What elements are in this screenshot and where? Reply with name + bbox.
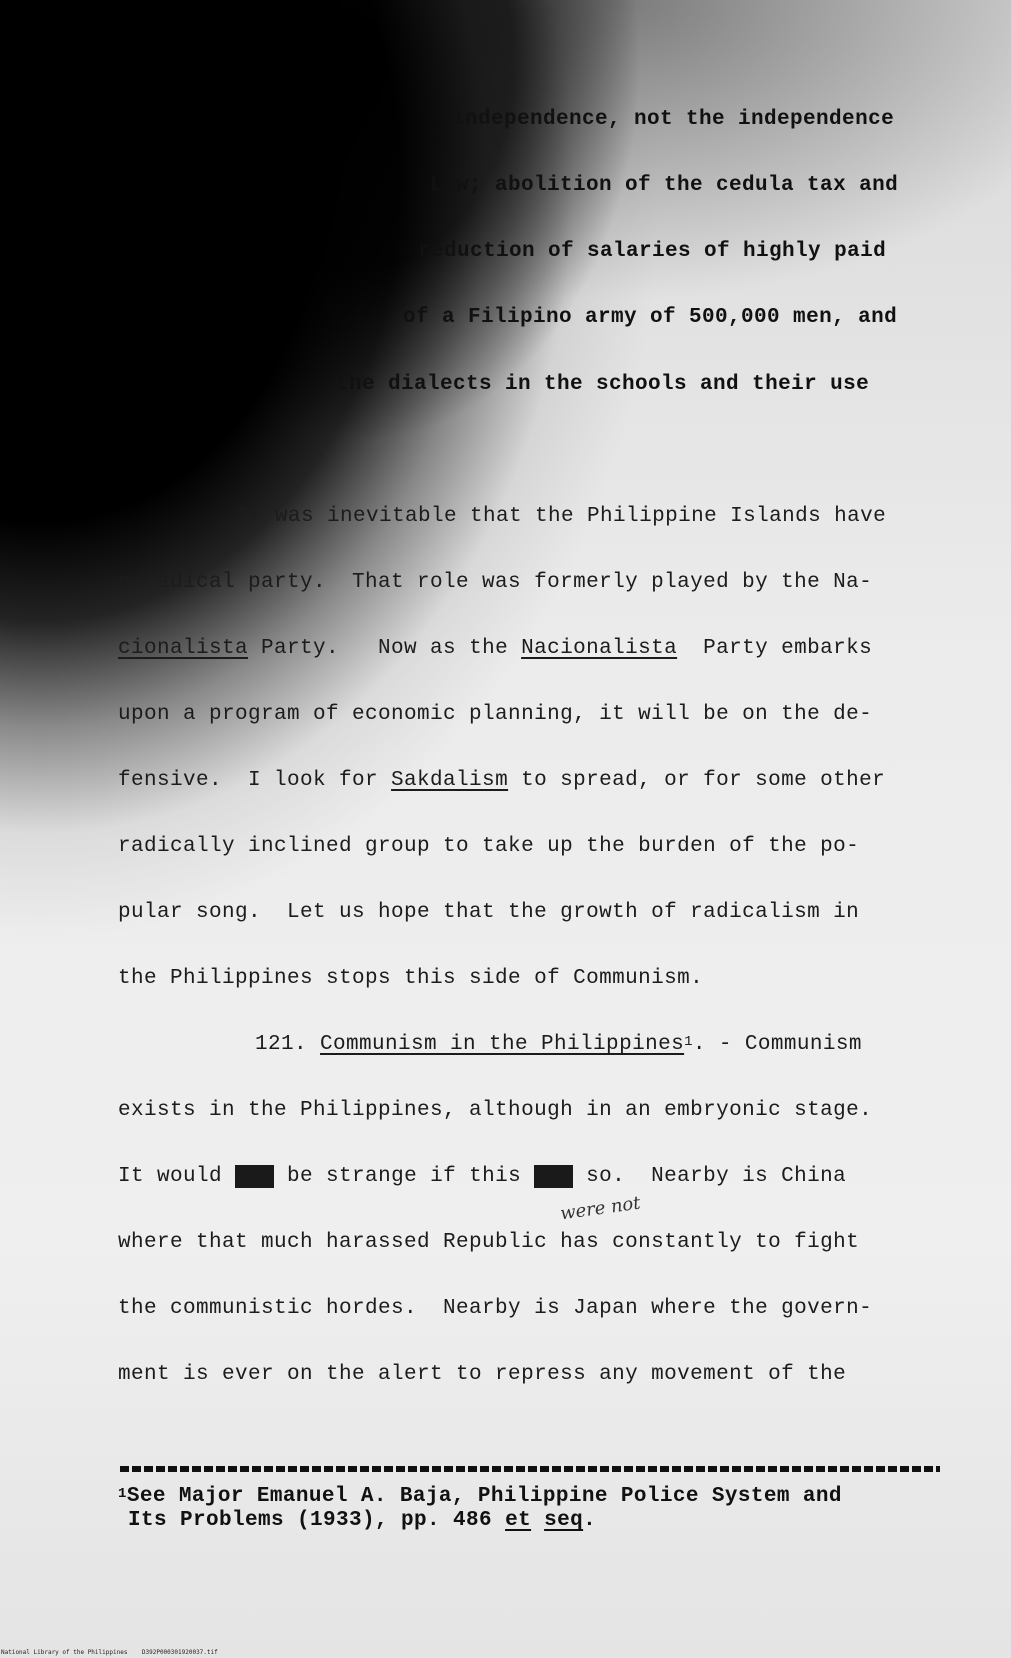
- underlined-term: Sakdalism: [391, 769, 509, 792]
- underlined-term: cionalista: [118, 637, 249, 660]
- text-line: It would not be strange if this was so. Nearby is China: [118, 1165, 847, 1188]
- footnote-marker: 1: [118, 1486, 127, 1502]
- footnote-line: Its Problems (1933), pp. 486 et seq.: [128, 1509, 597, 1532]
- section-heading: 121. Communism in the Philippines$^1$. - Communism: [255, 1033, 862, 1056]
- text-line: the dialects in the schools and their use: [336, 373, 870, 396]
- text-line: the Philippines stops this side of Communism.: [118, 967, 704, 990]
- footnote-ref: 1: [684, 1034, 693, 1050]
- text-line: ment is ever on the alert to repress any movement of the: [118, 1363, 847, 1386]
- text-line: pular song. Let us hope that the growth of radicalism in: [118, 901, 860, 924]
- scan-source-label: National Library of the Philippines D392P000301920037.tif: [1, 1649, 218, 1656]
- text-line: It was inevitable that the Philippine Islands have: [236, 505, 887, 528]
- text-line: upon a program of economic planning, it will be on the de-: [118, 703, 873, 726]
- text-line: radically inclined group to take up the burden of the po-: [118, 835, 860, 858]
- text-line: the communistic hordes. Nearby is Japan where the govern-: [118, 1297, 873, 1320]
- text-line: a radical party. That role was formerly played by the Na-: [118, 571, 873, 594]
- section-number: 121.: [255, 1033, 321, 1056]
- text-line: where that much harassed Republic has constantly to fight: [118, 1231, 860, 1254]
- text-line: independence, not the independence: [452, 108, 895, 131]
- footnote-divider: [120, 1466, 940, 1472]
- text-line: cionalista Party. Now as the Nacionalista Party embarks: [118, 637, 873, 660]
- text-line: exists in the Philippines, although in an embryonic stage.: [118, 1099, 873, 1122]
- struck-word: was: [534, 1165, 574, 1188]
- text-line: Law; abolition of the cedula tax and: [430, 174, 899, 197]
- handwritten-insertion: were not: [558, 1192, 642, 1225]
- footnote-line: $^1$See Major Emanuel A. Baja, Philippine Police System and: [118, 1485, 842, 1508]
- text-line: reduction of salaries of highly paid: [418, 240, 887, 263]
- section-title: Communism in the Philippines: [320, 1033, 685, 1056]
- text-line: fensive. I look for Sakdalism to spread, or for some other: [118, 769, 886, 792]
- struck-word: not: [235, 1165, 275, 1188]
- text-line: of a Filipino army of 500,000 men, and: [403, 306, 898, 329]
- underlined-term: Nacionalista: [521, 637, 678, 660]
